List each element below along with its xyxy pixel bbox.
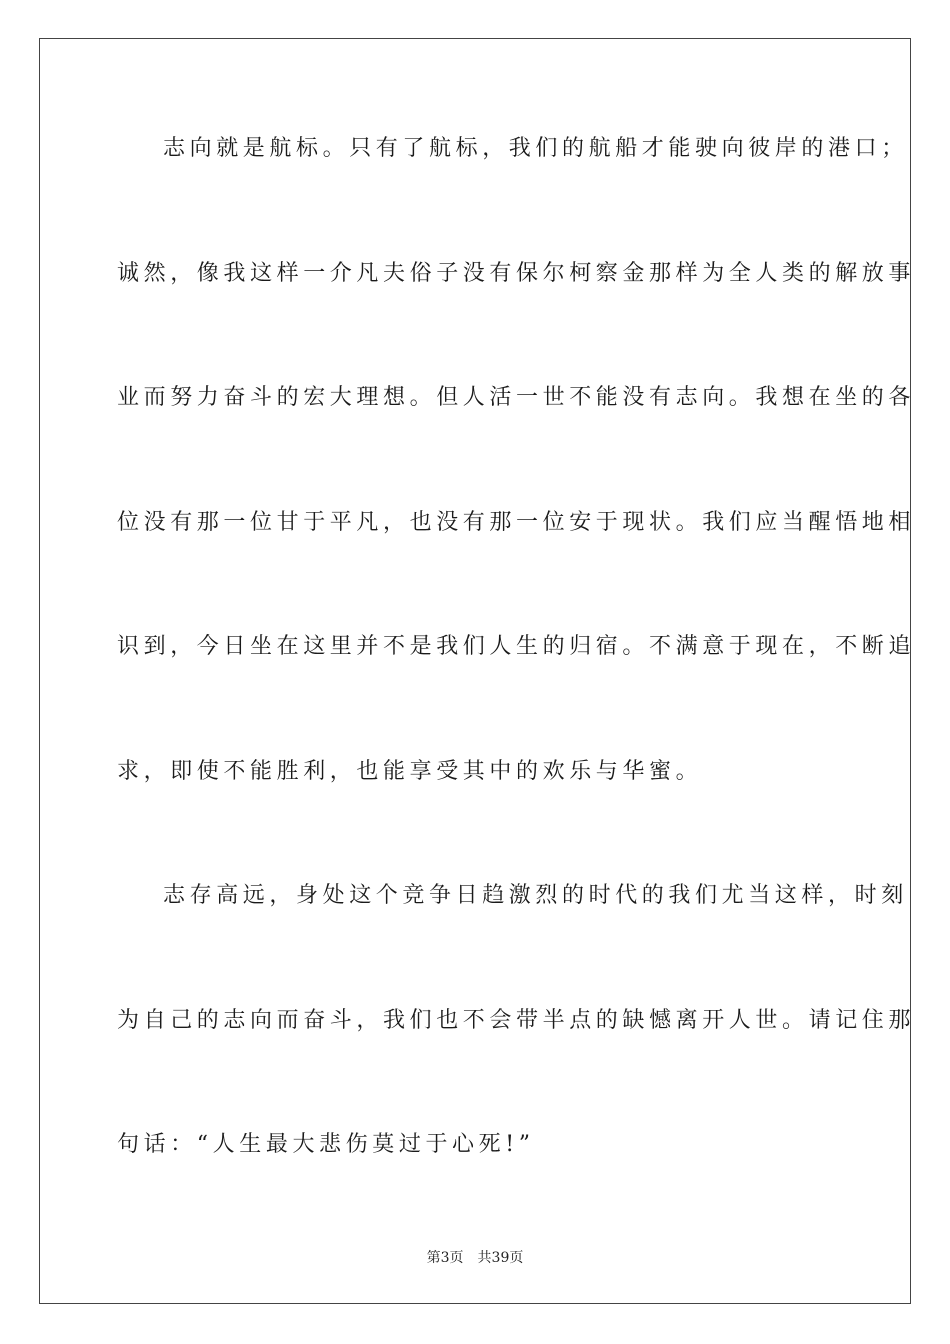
page-number: 第3页 — [426, 1250, 464, 1266]
paragraph-2-line-3: 句话：“人生最大悲伤莫过于心死!” — [117, 1132, 535, 1157]
paragraph-2-line-1: 志存高远，身处这个竞争日趋激烈的时代的我们尤当这样，时刻 — [163, 883, 908, 908]
total-pages: 共39页 — [477, 1250, 524, 1266]
paragraph-2-line-2: 为自己的志向而奋斗，我们也不会带半点的缺憾离开人世。请记住那 — [117, 1008, 916, 1033]
paragraph-1-line-3: 业而努力奋斗的宏大理想。但人活一世不能没有志向。我想在坐的各 — [117, 385, 916, 410]
paragraph-1-line-1: 志向就是航标。只有了航标，我们的航船才能驶向彼岸的港口； — [163, 136, 908, 161]
paragraph-1-line-6: 求，即使不能胜利，也能享受其中的欢乐与华蜜。 — [117, 759, 703, 784]
paragraph-1-line-5: 识到，今日坐在这里并不是我们人生的归宿。不满意于现在，不断追 — [117, 634, 916, 659]
page-footer — [0, 1248, 950, 1268]
paragraph-1-line-2: 诚然，像我这样一介凡夫俗子没有保尔柯察金那样为全人类的解放事 — [117, 261, 916, 286]
page-border — [39, 38, 911, 1304]
paragraph-1-line-4: 位没有那一位甘于平凡，也没有那一位安于现状。我们应当醒悟地相 — [117, 510, 916, 535]
